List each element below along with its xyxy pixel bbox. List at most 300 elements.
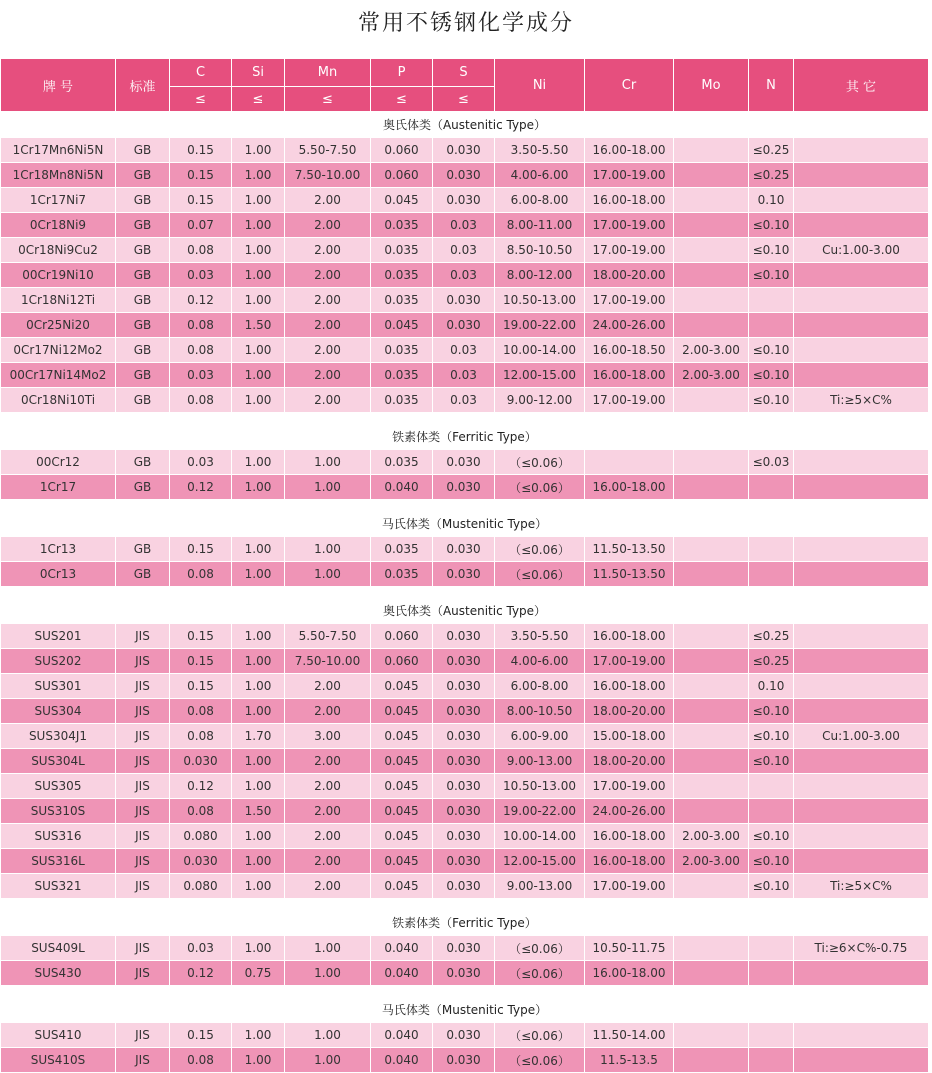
- col-header-p: P: [371, 59, 433, 87]
- cell-std: JIS: [116, 1048, 170, 1073]
- cell-std: JIS: [116, 624, 170, 649]
- cell-s: 0.030: [433, 537, 495, 562]
- table-row: [1, 824, 929, 849]
- cell-p: 0.045: [371, 849, 433, 874]
- cell-p: 0.045: [371, 699, 433, 724]
- section-header-row: [1, 997, 929, 1023]
- cell-cr: 16.00-18.00: [585, 188, 674, 213]
- cell-ni: （≤0.06）: [495, 961, 585, 986]
- cell-mn: 2.00: [285, 213, 371, 238]
- cell-c: 0.08: [170, 388, 232, 413]
- cell-std: GB: [116, 338, 170, 363]
- cell-c: 0.12: [170, 774, 232, 799]
- table-row: [1, 774, 929, 799]
- cell-c: 0.03: [170, 936, 232, 961]
- section-title: 奥氏体类（Austenitic Type）: [1, 598, 929, 624]
- cell-mo: [674, 699, 749, 724]
- cell-ni: 9.00-12.00: [495, 388, 585, 413]
- cell-ni: 10.50-13.00: [495, 774, 585, 799]
- cell-mn: 5.50-7.50: [285, 624, 371, 649]
- cell-si: 1.00: [232, 213, 285, 238]
- cell-mo: [674, 724, 749, 749]
- col-header-si: Si: [232, 59, 285, 87]
- cell-n: ≤0.10: [749, 824, 794, 849]
- cell-s: 0.030: [433, 649, 495, 674]
- table-row: [1, 288, 929, 313]
- section-gap-cell: [1, 413, 929, 424]
- cell-si: 1.00: [232, 1048, 285, 1073]
- cell-n: [749, 774, 794, 799]
- cell-p: 0.060: [371, 649, 433, 674]
- cell-std: GB: [116, 363, 170, 388]
- cell-n: [749, 1048, 794, 1073]
- cell-other: [794, 163, 929, 188]
- section-header-row: [1, 112, 929, 138]
- cell-n: ≤0.10: [749, 874, 794, 899]
- cell-cr: 17.00-19.00: [585, 213, 674, 238]
- table-row: [1, 238, 929, 263]
- table-row: [1, 338, 929, 363]
- cell-mn: 7.50-10.00: [285, 163, 371, 188]
- cell-other: Ti:≥5×C%: [794, 388, 929, 413]
- cell-s: 0.030: [433, 749, 495, 774]
- cell-c: 0.15: [170, 537, 232, 562]
- cell-mn: 2.00: [285, 749, 371, 774]
- cell-grade: 0Cr25Ni20: [1, 313, 116, 338]
- cell-si: 1.00: [232, 699, 285, 724]
- cell-mo: [674, 188, 749, 213]
- cell-mo: [674, 874, 749, 899]
- cell-grade: SUS310S: [1, 799, 116, 824]
- cell-cr: 16.00-18.00: [585, 961, 674, 986]
- cell-s: 0.030: [433, 874, 495, 899]
- cell-p: 0.045: [371, 724, 433, 749]
- cell-mn: 2.00: [285, 238, 371, 263]
- cell-p: 0.035: [371, 213, 433, 238]
- cell-n: [749, 799, 794, 824]
- cell-si: 1.00: [232, 537, 285, 562]
- cell-ni: 12.00-15.00: [495, 363, 585, 388]
- cell-ni: 4.00-6.00: [495, 163, 585, 188]
- table-row: [1, 388, 929, 413]
- cell-c: 0.15: [170, 649, 232, 674]
- cell-c: 0.15: [170, 624, 232, 649]
- cell-ni: （≤0.06）: [495, 936, 585, 961]
- cell-mo: [674, 163, 749, 188]
- cell-std: GB: [116, 475, 170, 500]
- cell-mo: [674, 774, 749, 799]
- cell-s: 0.030: [433, 1048, 495, 1073]
- cell-mo: [674, 213, 749, 238]
- cell-grade: SUS304J1: [1, 724, 116, 749]
- cell-grade: SUS202: [1, 649, 116, 674]
- cell-mo: [674, 475, 749, 500]
- cell-grade: SUS430: [1, 961, 116, 986]
- cell-grade: 00Cr17Ni14Mo2: [1, 363, 116, 388]
- cell-cr: 17.00-19.00: [585, 774, 674, 799]
- section-gap: [1, 899, 929, 910]
- cell-mo: [674, 450, 749, 475]
- table-row: [1, 537, 929, 562]
- table-row: [1, 450, 929, 475]
- cell-grade: 0Cr17Ni12Mo2: [1, 338, 116, 363]
- cell-p: 0.045: [371, 188, 433, 213]
- cell-mo: [674, 749, 749, 774]
- cell-ni: 10.00-14.00: [495, 338, 585, 363]
- cell-p: 0.060: [371, 138, 433, 163]
- table-row: [1, 936, 929, 961]
- cell-mo: [674, 624, 749, 649]
- cell-grade: 00Cr12: [1, 450, 116, 475]
- table-row: [1, 1023, 929, 1048]
- cell-c: 0.12: [170, 288, 232, 313]
- section-title: 马氏体类（Mustenitic Type）: [1, 997, 929, 1023]
- cell-c: 0.07: [170, 213, 232, 238]
- cell-mo: [674, 562, 749, 587]
- cell-grade: 0Cr18Ni9Cu2: [1, 238, 116, 263]
- cell-c: 0.15: [170, 674, 232, 699]
- cell-grade: 1Cr17Mn6Ni5N: [1, 138, 116, 163]
- cell-si: 1.00: [232, 774, 285, 799]
- cell-mo: [674, 138, 749, 163]
- cell-ni: 9.00-13.00: [495, 749, 585, 774]
- cell-n: ≤0.10: [749, 338, 794, 363]
- cell-ni: （≤0.06）: [495, 537, 585, 562]
- cell-p: 0.035: [371, 562, 433, 587]
- cell-grade: 1Cr13: [1, 537, 116, 562]
- cell-other: Ti:≥5×C%: [794, 874, 929, 899]
- cell-c: 0.12: [170, 475, 232, 500]
- cell-si: 1.00: [232, 363, 285, 388]
- cell-s: 0.030: [433, 799, 495, 824]
- cell-s: 0.030: [433, 774, 495, 799]
- cell-n: [749, 288, 794, 313]
- cell-ni: （≤0.06）: [495, 450, 585, 475]
- cell-std: GB: [116, 562, 170, 587]
- cell-cr: 17.00-19.00: [585, 649, 674, 674]
- cell-p: 0.035: [371, 450, 433, 475]
- cell-mn: 5.50-7.50: [285, 138, 371, 163]
- cell-std: GB: [116, 537, 170, 562]
- col-header-n: N: [749, 59, 794, 112]
- cell-n: [749, 562, 794, 587]
- cell-other: Cu:1.00-3.00: [794, 724, 929, 749]
- cell-n: ≤0.10: [749, 238, 794, 263]
- cell-ni: 8.50-10.50: [495, 238, 585, 263]
- cell-other: [794, 699, 929, 724]
- section-gap-cell: [1, 587, 929, 598]
- cell-si: 1.00: [232, 263, 285, 288]
- cell-ni: 19.00-22.00: [495, 313, 585, 338]
- max-sign-mn: ≤: [285, 87, 371, 112]
- table-row: [1, 674, 929, 699]
- cell-other: Cu:1.00-3.00: [794, 238, 929, 263]
- cell-p: 0.045: [371, 874, 433, 899]
- cell-si: 1.00: [232, 562, 285, 587]
- table-row: [1, 874, 929, 899]
- cell-cr: 18.00-20.00: [585, 749, 674, 774]
- section-gap-cell: [1, 899, 929, 910]
- cell-std: JIS: [116, 961, 170, 986]
- cell-ni: 4.00-6.00: [495, 649, 585, 674]
- cell-ni: 10.00-14.00: [495, 824, 585, 849]
- cell-p: 0.040: [371, 1023, 433, 1048]
- cell-s: 0.03: [433, 213, 495, 238]
- cell-s: 0.03: [433, 363, 495, 388]
- cell-n: ≤0.25: [749, 624, 794, 649]
- cell-other: [794, 537, 929, 562]
- max-sign-si: ≤: [232, 87, 285, 112]
- cell-s: 0.03: [433, 338, 495, 363]
- section-title: 铁素体类（Ferritic Type）: [1, 910, 929, 936]
- cell-std: JIS: [116, 874, 170, 899]
- table-row: [1, 163, 929, 188]
- cell-p: 0.035: [371, 537, 433, 562]
- table-row: [1, 138, 929, 163]
- cell-si: 1.00: [232, 624, 285, 649]
- cell-si: 1.00: [232, 188, 285, 213]
- col-header-standard: 标准: [116, 59, 170, 112]
- col-header-cr: Cr: [585, 59, 674, 112]
- max-sign-c: ≤: [170, 87, 232, 112]
- cell-s: 0.030: [433, 824, 495, 849]
- cell-std: JIS: [116, 674, 170, 699]
- cell-cr: 16.00-18.00: [585, 824, 674, 849]
- cell-mn: 1.00: [285, 936, 371, 961]
- section-gap-cell: [1, 500, 929, 511]
- cell-ni: 6.00-8.00: [495, 188, 585, 213]
- cell-p: 0.035: [371, 288, 433, 313]
- cell-c: 0.15: [170, 1023, 232, 1048]
- section-header-row: [1, 424, 929, 450]
- cell-mn: 2.00: [285, 699, 371, 724]
- cell-std: GB: [116, 263, 170, 288]
- cell-cr: 24.00-26.00: [585, 799, 674, 824]
- cell-n: [749, 313, 794, 338]
- cell-si: 1.00: [232, 450, 285, 475]
- table-row: [1, 749, 929, 774]
- cell-s: 0.030: [433, 163, 495, 188]
- cell-other: [794, 450, 929, 475]
- col-header-mn: Mn: [285, 59, 371, 87]
- cell-s: 0.03: [433, 263, 495, 288]
- cell-mo: 2.00-3.00: [674, 363, 749, 388]
- cell-c: 0.030: [170, 849, 232, 874]
- cell-c: 0.08: [170, 238, 232, 263]
- cell-si: 1.00: [232, 649, 285, 674]
- cell-s: 0.030: [433, 624, 495, 649]
- cell-std: JIS: [116, 774, 170, 799]
- cell-other: [794, 263, 929, 288]
- cell-cr: 11.50-13.50: [585, 562, 674, 587]
- cell-cr: 18.00-20.00: [585, 263, 674, 288]
- cell-si: 1.00: [232, 388, 285, 413]
- table-row: [1, 849, 929, 874]
- cell-grade: SUS321: [1, 874, 116, 899]
- cell-cr: 16.00-18.50: [585, 338, 674, 363]
- cell-cr: 17.00-19.00: [585, 238, 674, 263]
- cell-si: 1.00: [232, 824, 285, 849]
- cell-n: ≤0.10: [749, 849, 794, 874]
- cell-s: 0.030: [433, 188, 495, 213]
- cell-si: 1.50: [232, 313, 285, 338]
- cell-si: 1.00: [232, 288, 285, 313]
- cell-p: 0.060: [371, 624, 433, 649]
- cell-p: 0.040: [371, 961, 433, 986]
- cell-mn: 2.00: [285, 874, 371, 899]
- cell-std: GB: [116, 313, 170, 338]
- cell-c: 0.08: [170, 699, 232, 724]
- cell-ni: 3.50-5.50: [495, 138, 585, 163]
- cell-cr: 10.50-11.75: [585, 936, 674, 961]
- cell-grade: SUS410: [1, 1023, 116, 1048]
- cell-n: [749, 936, 794, 961]
- cell-n: 0.10: [749, 674, 794, 699]
- cell-mo: [674, 537, 749, 562]
- cell-std: JIS: [116, 724, 170, 749]
- cell-ni: 6.00-8.00: [495, 674, 585, 699]
- cell-s: 0.030: [433, 562, 495, 587]
- cell-n: ≤0.10: [749, 699, 794, 724]
- cell-std: JIS: [116, 799, 170, 824]
- max-sign-s: ≤: [433, 87, 495, 112]
- cell-mn: 2.00: [285, 188, 371, 213]
- cell-p: 0.045: [371, 824, 433, 849]
- cell-c: 0.08: [170, 724, 232, 749]
- cell-mo: [674, 936, 749, 961]
- cell-other: [794, 674, 929, 699]
- cell-si: 1.50: [232, 799, 285, 824]
- cell-ni: 6.00-9.00: [495, 724, 585, 749]
- cell-mo: [674, 674, 749, 699]
- cell-si: 1.00: [232, 1023, 285, 1048]
- cell-std: JIS: [116, 936, 170, 961]
- col-header-grade: 牌 号: [1, 59, 116, 112]
- cell-mn: 2.00: [285, 313, 371, 338]
- cell-other: [794, 824, 929, 849]
- section-title: 马氏体类（Mustenitic Type）: [1, 511, 929, 537]
- cell-cr: 16.00-18.00: [585, 849, 674, 874]
- composition-table: [0, 58, 929, 1073]
- cell-n: [749, 1023, 794, 1048]
- cell-cr: 11.50-13.50: [585, 537, 674, 562]
- cell-other: [794, 338, 929, 363]
- section-gap: [1, 413, 929, 424]
- cell-std: JIS: [116, 849, 170, 874]
- cell-other: [794, 749, 929, 774]
- cell-std: GB: [116, 288, 170, 313]
- cell-grade: 0Cr18Ni9: [1, 213, 116, 238]
- cell-si: 1.00: [232, 475, 285, 500]
- cell-p: 0.035: [371, 238, 433, 263]
- cell-cr: 17.00-19.00: [585, 388, 674, 413]
- cell-other: [794, 774, 929, 799]
- cell-s: 0.03: [433, 388, 495, 413]
- table-row: [1, 363, 929, 388]
- cell-n: ≤0.25: [749, 138, 794, 163]
- cell-s: 0.030: [433, 849, 495, 874]
- table-row: [1, 213, 929, 238]
- cell-grade: SUS304: [1, 699, 116, 724]
- cell-other: [794, 1023, 929, 1048]
- cell-ni: 8.00-11.00: [495, 213, 585, 238]
- table-row: [1, 724, 929, 749]
- table-row: [1, 699, 929, 724]
- cell-grade: 1Cr17Ni7: [1, 188, 116, 213]
- header-row: [1, 59, 929, 87]
- cell-mn: 2.00: [285, 674, 371, 699]
- cell-c: 0.15: [170, 138, 232, 163]
- cell-cr: 17.00-19.00: [585, 288, 674, 313]
- table-row: [1, 263, 929, 288]
- col-header-c: C: [170, 59, 232, 87]
- cell-cr: 16.00-18.00: [585, 624, 674, 649]
- cell-mn: 2.00: [285, 288, 371, 313]
- section-gap: [1, 587, 929, 598]
- cell-other: [794, 961, 929, 986]
- cell-s: 0.030: [433, 1023, 495, 1048]
- cell-grade: SUS305: [1, 774, 116, 799]
- cell-cr: 16.00-18.00: [585, 363, 674, 388]
- cell-mn: 1.00: [285, 537, 371, 562]
- cell-c: 0.15: [170, 188, 232, 213]
- cell-mn: 1.00: [285, 961, 371, 986]
- cell-grade: SUS316L: [1, 849, 116, 874]
- cell-si: 0.75: [232, 961, 285, 986]
- cell-p: 0.040: [371, 1048, 433, 1073]
- table-row: [1, 313, 929, 338]
- cell-mo: [674, 1048, 749, 1073]
- cell-std: GB: [116, 188, 170, 213]
- cell-c: 0.080: [170, 874, 232, 899]
- cell-s: 0.030: [433, 936, 495, 961]
- cell-cr: 16.00-18.00: [585, 138, 674, 163]
- cell-other: [794, 213, 929, 238]
- cell-n: [749, 475, 794, 500]
- cell-si: 1.00: [232, 849, 285, 874]
- table-row: [1, 799, 929, 824]
- cell-mo: 2.00-3.00: [674, 849, 749, 874]
- cell-ni: 8.00-12.00: [495, 263, 585, 288]
- cell-std: GB: [116, 238, 170, 263]
- cell-grade: 1Cr18Mn8Ni5N: [1, 163, 116, 188]
- cell-s: 0.030: [433, 138, 495, 163]
- cell-mn: 1.00: [285, 475, 371, 500]
- table-row: [1, 1048, 929, 1073]
- cell-other: [794, 624, 929, 649]
- cell-std: GB: [116, 163, 170, 188]
- cell-p: 0.040: [371, 936, 433, 961]
- cell-n: 0.10: [749, 188, 794, 213]
- cell-cr: 15.00-18.00: [585, 724, 674, 749]
- cell-s: 0.030: [433, 961, 495, 986]
- cell-p: 0.045: [371, 749, 433, 774]
- table-row: [1, 961, 929, 986]
- cell-mn: 1.00: [285, 562, 371, 587]
- cell-std: JIS: [116, 699, 170, 724]
- cell-p: 0.035: [371, 263, 433, 288]
- cell-n: ≤0.10: [749, 724, 794, 749]
- table-body: [1, 112, 929, 1073]
- col-header-ni: Ni: [495, 59, 585, 112]
- cell-ni: 10.50-13.00: [495, 288, 585, 313]
- page-title: 常用不锈钢化学成分: [357, 11, 574, 36]
- cell-mo: [674, 649, 749, 674]
- cell-other: [794, 188, 929, 213]
- cell-mo: [674, 388, 749, 413]
- cell-grade: SUS304L: [1, 749, 116, 774]
- cell-cr: [585, 450, 674, 475]
